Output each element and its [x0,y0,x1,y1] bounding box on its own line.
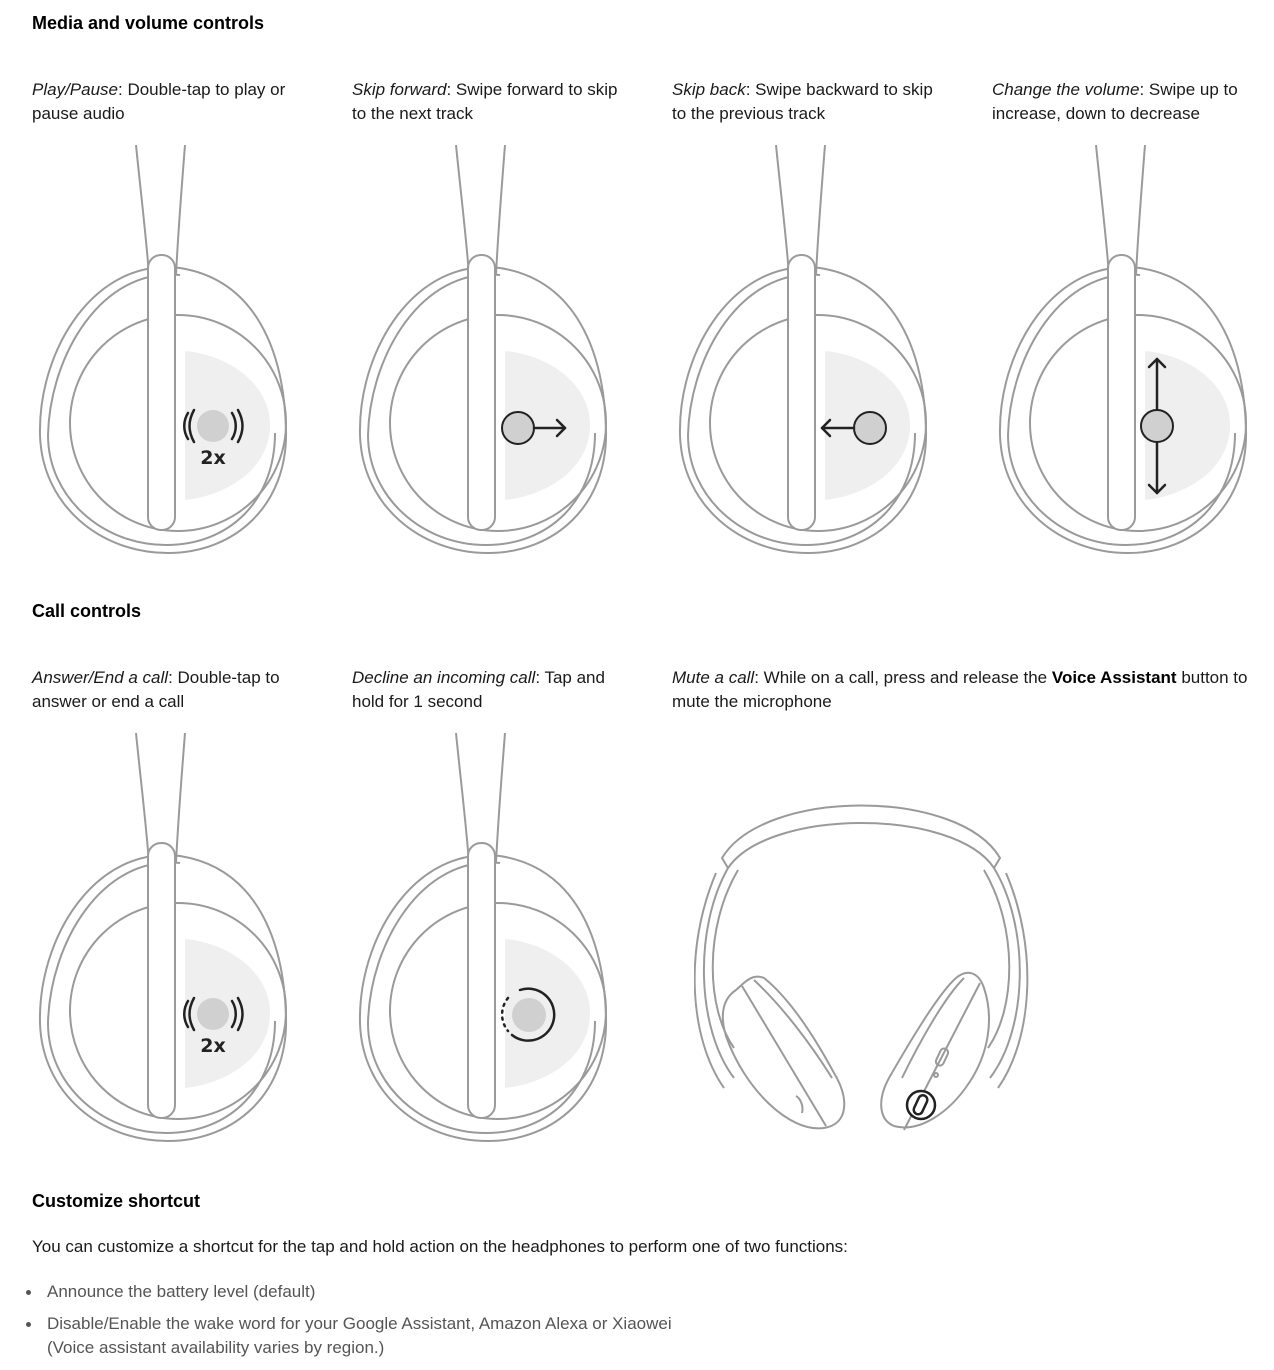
double-tap-badge: 2x [200,447,226,469]
touch-point-icon [502,412,534,444]
headband [722,806,1000,869]
term: Answer/End a call [32,668,169,687]
shortcut-paragraph: You can customize a shortcut for the tap and hold action on the headphones to perform one of two functions: [32,1237,848,1256]
option-text: Announce the battery level (default) [47,1282,316,1301]
touch-point-icon [1141,410,1173,442]
headband-arm [148,255,175,530]
touch-point-icon [512,998,546,1032]
desc: : Swipe forward to skip to the next track [352,80,618,123]
headphones-illustration-mute [694,778,1030,1133]
term: Decline an incoming call [352,668,536,687]
caption-mute-call [672,666,1262,714]
term: Change the volume [992,80,1140,99]
caption-decline-call [352,666,627,714]
earcup-illustration-decline-call [350,733,615,1145]
list-item [24,1312,672,1360]
caption-play-pause [32,78,307,126]
earcup-illustration-answer-end-call [30,733,295,1145]
earcup-illustration-skip-forward [350,145,615,557]
availability-note: (Voice assistant availability varies by region.) [47,1338,385,1357]
desc: : Swipe up to increase, down to decrease [992,80,1238,123]
double-tap-badge: 2x [200,1035,226,1057]
option-text: Disable/Enable the wake word for your Google Assistant, Amazon Alexa or Xiaowei [47,1314,672,1333]
term: Skip back [672,80,746,99]
shortcut-options-list [24,1280,672,1360]
touch-point-icon [197,410,229,442]
touch-point-icon [854,412,886,444]
voice-assistant-label: Voice Assistant [1051,668,1177,687]
term: Mute a call [672,668,755,687]
term: Skip forward [352,80,447,99]
caption-skip-back [672,78,947,126]
left-earcup [723,977,844,1129]
desc: : Double-tap to play or pause audio [32,80,286,123]
earcup-illustration-skip-back [670,145,935,557]
touch-point-icon [197,998,229,1030]
caption-change-volume [992,78,1262,126]
caption-skip-forward [352,78,627,126]
desc-post: button to mute the microphone [672,668,1248,711]
list-item [24,1280,672,1304]
section-heading-call: Call controls [32,601,142,621]
term: Play/Pause [32,80,118,99]
desc: : Double-tap to answer or end a call [32,668,280,711]
section-heading-shortcut: Customize shortcut [32,1191,201,1211]
section-heading-media: Media and volume controls [32,13,265,33]
caption-answer-end-call [32,666,307,714]
desc-pre: : While on a call, press and release the [754,668,1052,687]
voice-assistant-button-icon [907,1091,935,1119]
earcup-illustration-play-pause [30,145,295,557]
desc: : Swipe backward to skip to the previous track [672,80,933,123]
desc: : Tap and hold for 1 second [352,668,605,711]
earcup-illustration-change-volume [990,145,1255,557]
